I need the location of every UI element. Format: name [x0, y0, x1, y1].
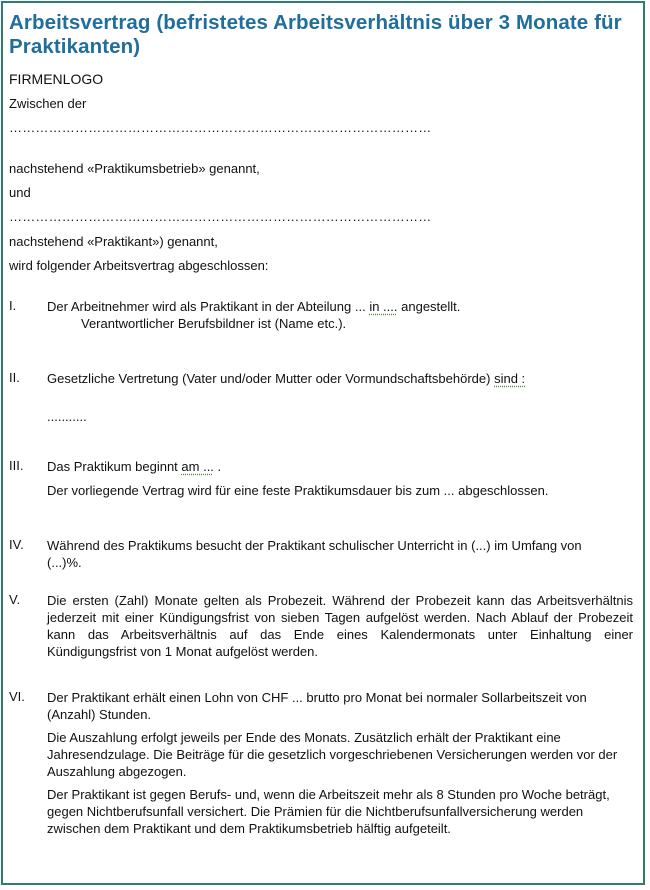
section-1-line2: Verantwortlicher Berufsbildner ist (Name etc.).: [81, 316, 347, 331]
section-5-text: Die ersten (Zahl) Monate gelten als Probezeit. Während der Probezeit kann das Arbeitsverhältnis jederzeit mit einer Kündigungsfrist von sieben Tagen aufgelöst werden. Nach Ablauf der Probezeit kann das Arbeitsverhältnis auf das Ende eines Kalendermonats unter Einhaltung einer Kündigungsfrist von 1 Monat aufgelöst werden.: [47, 593, 633, 659]
section-2-blank: sind :: [494, 371, 526, 386]
company-logo-placeholder: FIRMENLOGO: [9, 71, 104, 87]
section-2-text: [47, 370, 633, 387]
section-1-line1: Der Arbeitnehmer wird als Praktikant in der Abteilung: [47, 299, 352, 314]
section-6-paragraph-1: Der Praktikant erhält einen Lohn von CHF ... brutto pro Monat bei normaler Sollarbeitszeit von (Anzahl) Stunden.: [47, 690, 587, 722]
document-title: Arbeitsvertrag (befristetes Arbeitsverhältnis über 3 Monate für Praktikanten): [9, 11, 622, 58]
section-number: VI.: [9, 689, 25, 704]
intro-between: Zwischen der: [9, 96, 87, 111]
section-1-department-blank: in ....: [369, 299, 398, 314]
section-6-paragraph-2: Die Auszahlung erfolgt jeweils per Ende des Monats. Zusätzlich erhält der Praktikant eine Jahresendzulage. Die Beiträge für die gesetzlich vorgeschriebenen Versicherungen werden vor der Auszahlung abgezogen.: [47, 730, 618, 779]
section-4-text: Während des Praktikums besucht der Praktikant schulischer Unterricht in (...) im Umfang von (...)%.: [47, 538, 582, 570]
section-number: II.: [9, 370, 20, 385]
section-1-text: [47, 298, 633, 332]
section-3-begin: Das Praktikum beginnt: [47, 459, 178, 474]
party-two-blank: ……………………………………………………………………………………: [9, 209, 432, 224]
section-1-blank: ...: [354, 299, 366, 314]
intro-intern-role: nachstehend «Praktikant») genannt,: [9, 234, 218, 249]
section-number: III.: [9, 458, 24, 473]
intro-company-role: nachstehend «Praktikumsbetrieb» genannt,: [9, 161, 260, 176]
section-number: V.: [9, 592, 21, 607]
section-3-line1: [47, 458, 633, 475]
intro-and: und: [9, 185, 31, 200]
section-2-dots: ...........: [47, 409, 87, 424]
intro-contract-statement: wird folgender Arbeitsvertrag abgeschlossen:: [9, 258, 269, 273]
party-one-blank: ……………………………………………………………………………………: [9, 120, 432, 135]
section-2-line: Gesetzliche Vertretung (Vater und/oder Mutter oder Vormundschaftsbehörde): [47, 371, 491, 386]
section-number: I.: [9, 298, 17, 313]
section-1-line1-end: angestellt.: [401, 299, 461, 314]
section-3-text: [47, 458, 633, 499]
section-3-date-blank: am ...: [181, 459, 214, 474]
section-6-paragraph-3: Der Praktikant ist gegen Berufs- und, wenn die Arbeitszeit mehr als 8 Stunden pro Woche beträgt, gegen Nichtberufsunfall versichert. Die Prämien für die Nichtberufsunfallversicherung werden zwischen dem Praktikant und dem Praktikumsbetrieb hälftig aufgeteilt.: [47, 787, 610, 836]
section-3-period: .: [217, 459, 222, 474]
section-number: IV.: [9, 537, 24, 552]
section-3-line2: Der vorliegende Vertrag wird für eine feste Praktikumsdauer bis zum ... abgeschlossen.: [47, 483, 549, 498]
